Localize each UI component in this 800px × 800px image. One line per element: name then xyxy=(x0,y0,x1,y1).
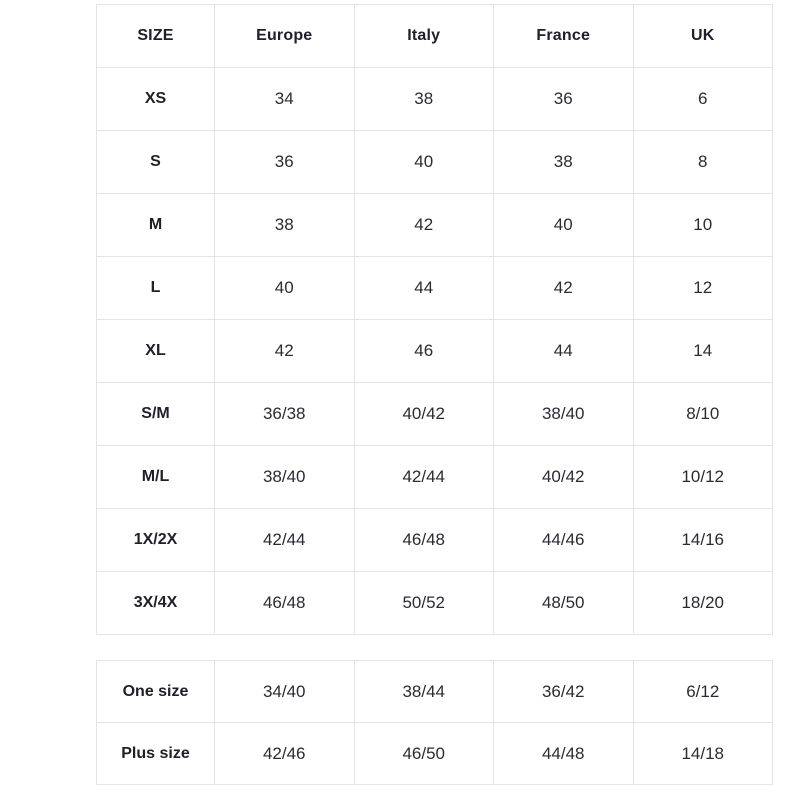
cell-italy: 40/42 xyxy=(354,383,494,446)
cell-size: S/M xyxy=(97,383,215,446)
table-row xyxy=(97,572,773,635)
cell-uk: 8 xyxy=(633,131,773,194)
cell-italy: 42/44 xyxy=(354,446,494,509)
table-row xyxy=(97,68,773,131)
cell-france: 40 xyxy=(494,194,634,257)
cell-size: 1X/2X xyxy=(97,509,215,572)
cell-italy: 40 xyxy=(354,131,494,194)
cell-size: M/L xyxy=(97,446,215,509)
cell-italy: 42 xyxy=(354,194,494,257)
extra-table xyxy=(96,660,773,785)
cell-uk: 6/12 xyxy=(633,661,773,723)
cell-europe: 38 xyxy=(215,194,355,257)
table-row xyxy=(97,131,773,194)
cell-size: XS xyxy=(97,68,215,131)
cell-europe: 40 xyxy=(215,257,355,320)
cell-italy: 46/50 xyxy=(354,723,494,785)
cell-italy: 44 xyxy=(354,257,494,320)
cell-size: One size xyxy=(97,661,215,723)
main-table xyxy=(96,4,773,635)
table-row xyxy=(97,446,773,509)
cell-size: XL xyxy=(97,320,215,383)
cell-europe: 34/40 xyxy=(215,661,355,723)
cell-uk: 10 xyxy=(633,194,773,257)
table-row xyxy=(97,723,773,785)
cell-france: 38/40 xyxy=(494,383,634,446)
cell-uk: 18/20 xyxy=(633,572,773,635)
cell-europe: 38/40 xyxy=(215,446,355,509)
table-body xyxy=(97,68,773,635)
cell-size: L xyxy=(97,257,215,320)
column-header-italy: Italy xyxy=(354,5,494,68)
table-row xyxy=(97,194,773,257)
cell-france: 36 xyxy=(494,68,634,131)
cell-uk: 10/12 xyxy=(633,446,773,509)
cell-uk: 14/16 xyxy=(633,509,773,572)
cell-europe: 36 xyxy=(215,131,355,194)
table-row xyxy=(97,257,773,320)
cell-uk: 8/10 xyxy=(633,383,773,446)
cell-uk: 12 xyxy=(633,257,773,320)
cell-europe: 36/38 xyxy=(215,383,355,446)
column-header-uk: UK xyxy=(633,5,773,68)
table-row xyxy=(97,320,773,383)
cell-size: S xyxy=(97,131,215,194)
cell-italy: 38 xyxy=(354,68,494,131)
table-row xyxy=(97,661,773,723)
cell-italy: 38/44 xyxy=(354,661,494,723)
size-conversion-table xyxy=(96,4,772,635)
cell-europe: 34 xyxy=(215,68,355,131)
column-header-europe: Europe xyxy=(215,5,355,68)
one-size-plus-size-table xyxy=(96,660,772,785)
cell-europe: 42/46 xyxy=(215,723,355,785)
cell-france: 42 xyxy=(494,257,634,320)
header-row xyxy=(97,5,773,68)
cell-uk: 6 xyxy=(633,68,773,131)
table-row xyxy=(97,509,773,572)
cell-italy: 46/48 xyxy=(354,509,494,572)
cell-france: 38 xyxy=(494,131,634,194)
cell-size: M xyxy=(97,194,215,257)
cell-france: 36/42 xyxy=(494,661,634,723)
table-header xyxy=(97,5,773,68)
cell-europe: 46/48 xyxy=(215,572,355,635)
cell-europe: 42/44 xyxy=(215,509,355,572)
cell-france: 44/46 xyxy=(494,509,634,572)
cell-size: 3X/4X xyxy=(97,572,215,635)
column-header-france: France xyxy=(494,5,634,68)
cell-france: 40/42 xyxy=(494,446,634,509)
cell-uk: 14/18 xyxy=(633,723,773,785)
cell-italy: 50/52 xyxy=(354,572,494,635)
cell-france: 44 xyxy=(494,320,634,383)
cell-france: 48/50 xyxy=(494,572,634,635)
cell-europe: 42 xyxy=(215,320,355,383)
cell-france: 44/48 xyxy=(494,723,634,785)
cell-italy: 46 xyxy=(354,320,494,383)
cell-uk: 14 xyxy=(633,320,773,383)
table-body xyxy=(97,661,773,785)
column-header-size: SIZE xyxy=(97,5,215,68)
cell-size: Plus size xyxy=(97,723,215,785)
table-row xyxy=(97,383,773,446)
